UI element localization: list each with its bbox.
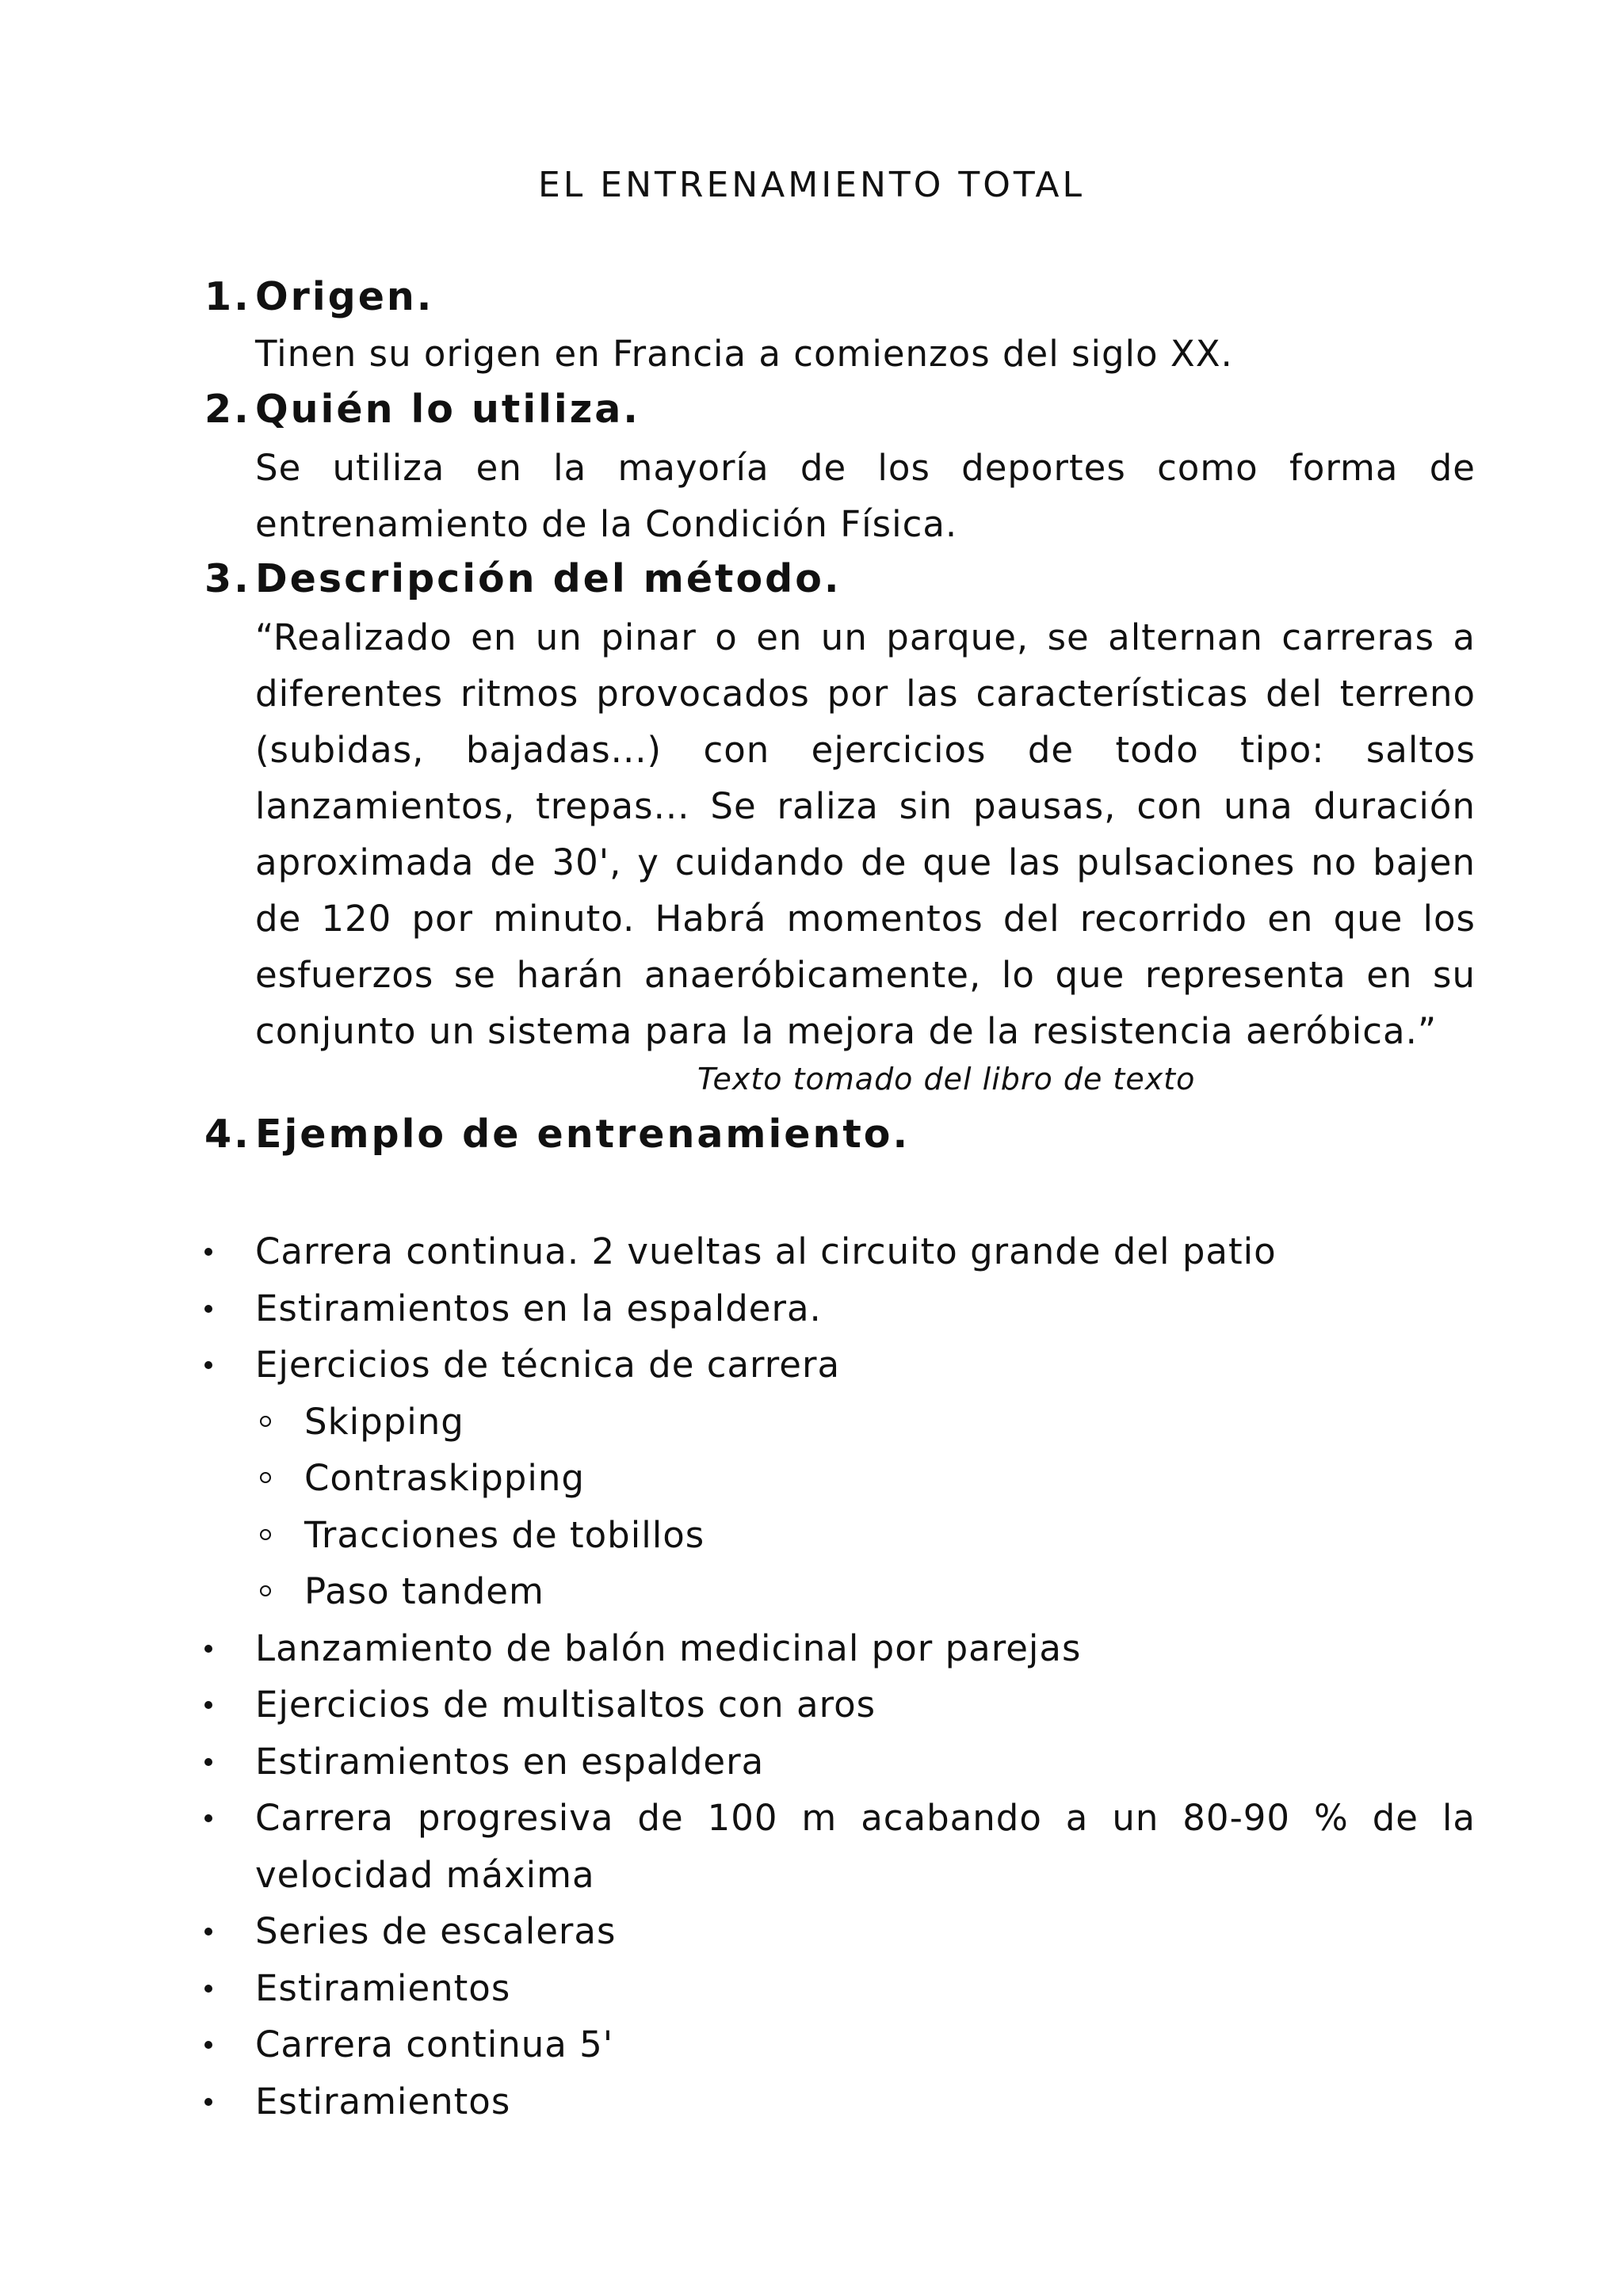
- list-item-continuation: velocidad máxima: [255, 1853, 595, 1896]
- section-heading-origen: [204, 274, 433, 319]
- section-text-descripcion: “Realizado en un pinar o en un parque, se alternan carreras a diferentes ritmos provocados por las características del terreno (subidas, bajadas...) con ejercicios de todo tipo: saltos lanzamientos, trepas... Se raliza sin pausas, con una duración aproximada de 30', y cuidando de que las pulsaciones no bajen de 120 por minuto. Habrá momentos del recorrido en que los esfuerzos se harán anaeróbicamente, lo que representa en su conjunto un sistema para la mejora de la resistencia aeróbica.”: [255, 616, 1476, 1052]
- section-heading-descripcion: [204, 556, 842, 601]
- list-item: Carrera continua. 2 vueltas al circuito grande del patio: [200, 1223, 1476, 1280]
- sub-list-item: Paso tandem: [200, 1563, 1476, 1620]
- section-title: Ejemplo de entrenamiento.: [255, 1112, 911, 1157]
- list-item: Estiramientos en espaldera: [200, 1733, 1476, 1791]
- list-item: Ejercicios de multisaltos con aros: [200, 1676, 1476, 1733]
- document-title: EL ENTRENAMIENTO TOTAL: [537, 165, 1085, 205]
- section-title: Quién lo utiliza.: [255, 387, 640, 432]
- list-item: Estiramientos en la espaldera.: [200, 1280, 1476, 1337]
- section-number: 2.: [204, 387, 251, 432]
- section-number: 4.: [204, 1112, 251, 1157]
- list-item: Carrera progresiva de 100 m acabando a un 80-90 % de la: [200, 1790, 1476, 1847]
- training-list: [200, 1223, 1476, 2130]
- list-item: Estiramientos: [200, 2073, 1476, 2130]
- list-item: Lanzamiento de balón medicinal por parejas: [200, 1620, 1476, 1677]
- section-number: 3.: [204, 556, 251, 601]
- sub-list-item: Contraskipping: [200, 1450, 1476, 1507]
- list-item: Ejercicios de técnica de carrera: [200, 1337, 1476, 1394]
- section-heading-ejemplo: [204, 1112, 910, 1157]
- sub-list-item: Skipping: [200, 1394, 1476, 1451]
- section-text-quien: Se utiliza en la mayoría de los deportes como forma de entrenamiento de la Condición Física.: [255, 447, 1476, 545]
- list-item: Series de escaleras: [200, 1903, 1476, 1960]
- source-note: Texto tomado del libro de texto: [697, 1062, 1196, 1097]
- section-title: Descripción del método.: [255, 556, 842, 601]
- list-item: Estiramientos: [200, 1960, 1476, 2017]
- section-heading-quien: [204, 387, 640, 432]
- section-number: 1.: [204, 274, 251, 319]
- sub-list-item: Tracciones de tobillos: [200, 1507, 1476, 1564]
- section-title: Origen.: [255, 274, 434, 319]
- section-text-origen: Tinen su origen en Francia a comienzos del siglo XX.: [255, 333, 1233, 375]
- list-item: Carrera continua 5': [200, 2016, 1476, 2073]
